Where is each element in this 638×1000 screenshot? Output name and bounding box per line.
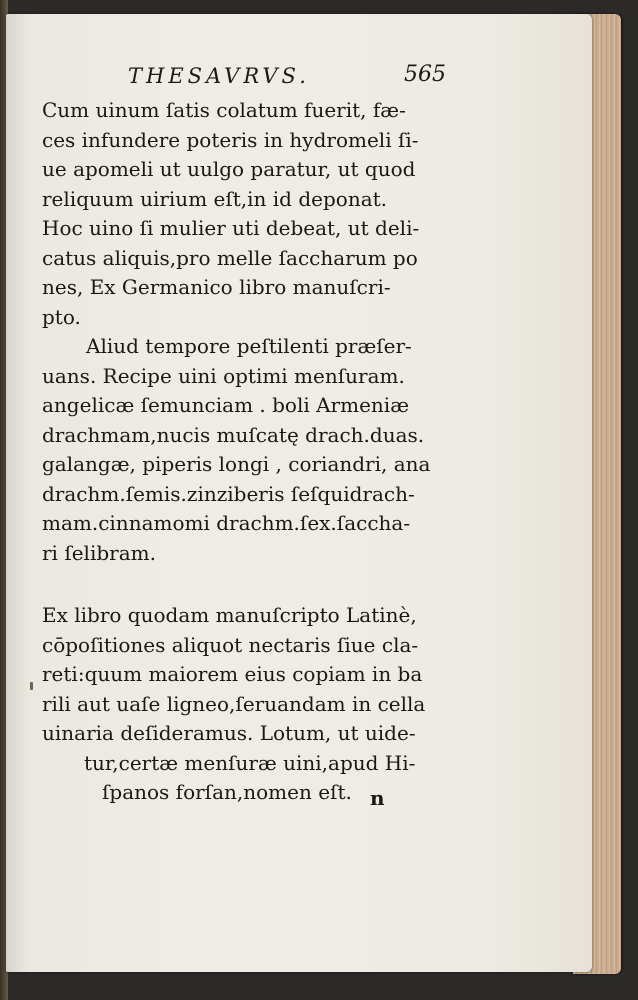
page-number: 565 (404, 62, 446, 87)
text-line: Cum uinum ſatis colatum fuerit, fæ- (42, 98, 406, 122)
text-line: ſpanos forſan,nomen eſt. (102, 780, 352, 804)
text-line: ri ſelibram. (42, 540, 156, 565)
text-line: Hoc uino ſi mulier uti debeat, ut deli- (42, 216, 420, 240)
text-line: tur,certæ menſuræ uini,apud Hi- (84, 750, 416, 775)
text-line: rili aut uaſe ligneo,ſeruandam in cella (42, 691, 426, 716)
text-line: reliquum uirium eſt,in id deponat. (42, 186, 388, 211)
signature-mark: n (370, 786, 385, 810)
text-line: reti:quum maiorem eius copiam in ba (42, 662, 423, 686)
text-line: nes, Ex Germanico libro manuſcri- (42, 275, 391, 299)
text-line: Ex libro quodam manuſcripto Latinè, (42, 603, 417, 627)
text-line: uans. Recipe uini optimi menſuram. (42, 363, 405, 388)
running-head: THESAVRVS. (128, 64, 310, 88)
text-line: Aliud tempore peſtilenti præſer- (86, 334, 412, 358)
text-line: ces infundere poteris in hydromeli ſi- (42, 127, 419, 152)
paragraph-gap (42, 568, 452, 601)
text-line: drachm.ſemis.zinziberis ſeſquidrach- (42, 481, 415, 506)
text-line: pto. (42, 304, 81, 329)
text-line: galangæ, piperis longi , coriandri, ana (42, 452, 431, 476)
body-text (42, 96, 452, 808)
text-line: angelicæ ſemunciam . boli Armeniæ (42, 393, 409, 417)
text-line: ue apomeli ut uulgo paratur, ut quod (42, 157, 416, 181)
text-line: mam.cinnamomi drachm.ſex.ſaccha- (42, 511, 411, 535)
margin-mark (30, 682, 33, 690)
text-line: uinaria deſideramus. Lotum, ut uide- (42, 721, 416, 745)
text-line: drachmam,nucis muſcatę drach.duas. (42, 422, 425, 447)
text-line: cōpoſitiones aliquot nectaris ſiue cla- (42, 632, 419, 657)
text-line: catus aliquis,pro melle ſaccharum po (42, 245, 418, 270)
